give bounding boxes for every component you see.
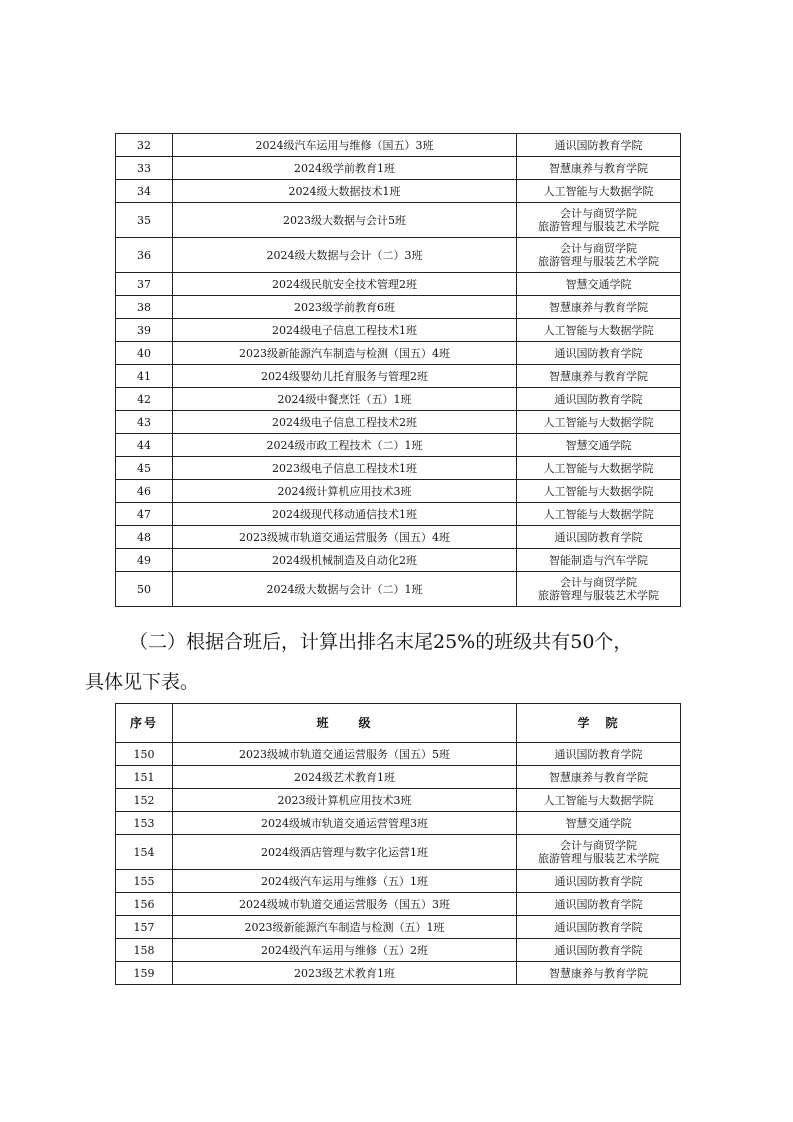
college-line: 智慧康养与教育学院 [549, 300, 648, 314]
cell-no: 34 [116, 180, 173, 203]
cell-college [517, 342, 681, 365]
cell-class: 2024级计算机应用技术3班 [173, 480, 517, 503]
header-college: 学 院 [517, 704, 681, 743]
cell-no: 49 [116, 549, 173, 572]
cell-class: 2023级新能源汽车制造与检测（五）1班 [173, 916, 517, 939]
college-line: 会计与商贸学院 [560, 242, 637, 255]
college-line: 智能制造与汽车学院 [549, 553, 648, 567]
table-row [116, 319, 681, 342]
cell-college [517, 457, 681, 480]
cell-college [517, 766, 681, 789]
table-row [116, 962, 681, 985]
cell-class: 2024级电子信息工程技术1班 [173, 319, 517, 342]
cell-college [517, 480, 681, 503]
college-line: 通识国防教育学院 [554, 138, 643, 152]
cell-class: 2024级中餐烹饪（五）1班 [173, 388, 517, 411]
header-no: 序号 [116, 704, 173, 743]
table-row [116, 870, 681, 893]
cell-college [517, 789, 681, 812]
table-row [116, 457, 681, 480]
cell-class: 2023级电子信息工程技术1班 [173, 457, 517, 480]
table-row [116, 939, 681, 962]
cell-class: 2024级电子信息工程技术2班 [173, 411, 517, 434]
cell-no: 36 [116, 238, 173, 273]
cell-no: 50 [116, 572, 173, 607]
college-line: 智慧交通学院 [565, 438, 632, 452]
college-line: 通识国防教育学院 [554, 943, 643, 957]
table-row [116, 273, 681, 296]
cell-no: 35 [116, 203, 173, 238]
college-line: 智慧交通学院 [565, 816, 632, 830]
cell-no: 46 [116, 480, 173, 503]
cell-no: 39 [116, 319, 173, 342]
table-row [116, 434, 681, 457]
table-row [116, 411, 681, 434]
cell-college [517, 365, 681, 388]
cell-class: 2023级艺术教育1班 [173, 962, 517, 985]
cell-no: 150 [116, 743, 173, 766]
cell-no: 158 [116, 939, 173, 962]
cell-college [517, 388, 681, 411]
table-row [116, 743, 681, 766]
cell-no: 41 [116, 365, 173, 388]
paragraph-line1: （二）根据合班后，计算出排名末尾25%的班级共有50个， [129, 631, 633, 653]
cell-class: 2023级新能源汽车制造与检测（国五）4班 [173, 342, 517, 365]
table-row [116, 134, 681, 157]
table-row [116, 549, 681, 572]
cell-class: 2024级民航安全技术管理2班 [173, 273, 517, 296]
cell-college [517, 916, 681, 939]
cell-college [517, 157, 681, 180]
college-line: 通识国防教育学院 [554, 747, 643, 761]
cell-college [517, 203, 681, 238]
table-row [116, 342, 681, 365]
table1-body [116, 134, 681, 607]
table-row [116, 365, 681, 388]
cell-class: 2023级计算机应用技术3班 [173, 789, 517, 812]
cell-class: 2024级汽车运用与维修（五）1班 [173, 870, 517, 893]
cell-college [517, 743, 681, 766]
college-line: 人工智能与大数据学院 [543, 184, 654, 198]
college-line: 旅游管理与服装艺术学院 [538, 255, 659, 268]
cell-class: 2024级大数据与会计（二）1班 [173, 572, 517, 607]
college-line: 智慧康养与教育学院 [549, 161, 648, 175]
college-line: 人工智能与大数据学院 [543, 323, 654, 337]
cell-no: 154 [116, 835, 173, 870]
college-line: 人工智能与大数据学院 [543, 415, 654, 429]
table-row [116, 203, 681, 238]
college-line: 智慧康养与教育学院 [549, 770, 648, 784]
cell-no: 42 [116, 388, 173, 411]
college-line: 智慧康养与教育学院 [549, 369, 648, 383]
cell-college [517, 835, 681, 870]
cell-college [517, 526, 681, 549]
cell-class: 2024级大数据与会计（二）3班 [173, 238, 517, 273]
cell-no: 48 [116, 526, 173, 549]
college-line: 人工智能与大数据学院 [543, 507, 654, 521]
bottom-25-percent-table [115, 703, 681, 985]
cell-college [517, 180, 681, 203]
cell-college [517, 296, 681, 319]
cell-no: 33 [116, 157, 173, 180]
college-line: 会计与商贸学院 [560, 839, 637, 852]
cell-no: 159 [116, 962, 173, 985]
cell-no: 47 [116, 503, 173, 526]
table-row [116, 238, 681, 273]
table-row [116, 812, 681, 835]
college-line: 旅游管理与服装艺术学院 [538, 852, 659, 865]
table-row [116, 296, 681, 319]
cell-no: 38 [116, 296, 173, 319]
cell-no: 40 [116, 342, 173, 365]
cell-no: 152 [116, 789, 173, 812]
cell-college [517, 812, 681, 835]
table-row [116, 766, 681, 789]
college-line: 通识国防教育学院 [554, 874, 643, 888]
cell-class: 2024级城市轨道交通运营服务（国五）3班 [173, 893, 517, 916]
college-line: 会计与商贸学院 [560, 576, 637, 589]
cell-college [517, 962, 681, 985]
table-row [116, 789, 681, 812]
cell-college [517, 134, 681, 157]
college-line: 会计与商贸学院 [560, 207, 637, 220]
cell-no: 44 [116, 434, 173, 457]
cell-class: 2024级婴幼儿托育服务与管理2班 [173, 365, 517, 388]
cell-class: 2024级大数据技术1班 [173, 180, 517, 203]
cell-class: 2024级学前教育1班 [173, 157, 517, 180]
cell-college [517, 893, 681, 916]
table-row [116, 388, 681, 411]
cell-class: 2023级学前教育6班 [173, 296, 517, 319]
cell-college [517, 870, 681, 893]
table-row [116, 893, 681, 916]
table-row [116, 480, 681, 503]
cell-class: 2024级市政工程技术（二）1班 [173, 434, 517, 457]
cell-class: 2024级汽车运用与维修（国五）3班 [173, 134, 517, 157]
cell-no: 151 [116, 766, 173, 789]
cell-class: 2024级汽车运用与维修（五）2班 [173, 939, 517, 962]
college-line: 旅游管理与服装艺术学院 [538, 220, 659, 233]
cell-no: 155 [116, 870, 173, 893]
cell-no: 45 [116, 457, 173, 480]
college-line: 通识国防教育学院 [554, 530, 643, 544]
cell-class: 2024级机械制造及自动化2班 [173, 549, 517, 572]
cell-no: 43 [116, 411, 173, 434]
table-row [116, 835, 681, 870]
cell-college [517, 939, 681, 962]
header-class: 班 级 [173, 704, 517, 743]
college-line: 智慧康养与教育学院 [549, 966, 648, 980]
cell-class: 2023级城市轨道交通运营服务（国五）5班 [173, 743, 517, 766]
cell-class: 2023级城市轨道交通运营服务（国五）4班 [173, 526, 517, 549]
table-header-row [116, 704, 681, 743]
cell-class: 2024级酒店管理与数字化运营1班 [173, 835, 517, 870]
cell-no: 153 [116, 812, 173, 835]
table-row [116, 157, 681, 180]
cell-class: 2024级艺术教育1班 [173, 766, 517, 789]
cell-no: 32 [116, 134, 173, 157]
cell-class: 2024级现代移动通信技术1班 [173, 503, 517, 526]
table-row [116, 526, 681, 549]
cell-college [517, 549, 681, 572]
college-line: 旅游管理与服装艺术学院 [538, 589, 659, 602]
college-line: 通识国防教育学院 [554, 897, 643, 911]
college-line: 人工智能与大数据学院 [543, 461, 654, 475]
cell-college [517, 411, 681, 434]
cell-college [517, 434, 681, 457]
cell-no: 37 [116, 273, 173, 296]
college-line: 智慧交通学院 [565, 277, 632, 291]
college-line: 通识国防教育学院 [554, 392, 643, 406]
cell-college [517, 572, 681, 607]
cell-college [517, 273, 681, 296]
cell-college [517, 238, 681, 273]
college-line: 通识国防教育学院 [554, 920, 643, 934]
class-table-continued [115, 133, 681, 607]
cell-no: 157 [116, 916, 173, 939]
cell-college [517, 319, 681, 342]
college-line: 人工智能与大数据学院 [543, 793, 654, 807]
cell-class: 2023级大数据与会计5班 [173, 203, 517, 238]
table-row [116, 503, 681, 526]
cell-college [517, 503, 681, 526]
table-row [116, 180, 681, 203]
table-row [116, 572, 681, 607]
cell-no: 156 [116, 893, 173, 916]
table2-body [116, 743, 681, 985]
table-row [116, 916, 681, 939]
college-line: 人工智能与大数据学院 [543, 484, 654, 498]
paragraph-line2: 具体见下表。 [85, 671, 200, 693]
college-line: 通识国防教育学院 [554, 346, 643, 360]
cell-class: 2024级城市轨道交通运营管理3班 [173, 812, 517, 835]
